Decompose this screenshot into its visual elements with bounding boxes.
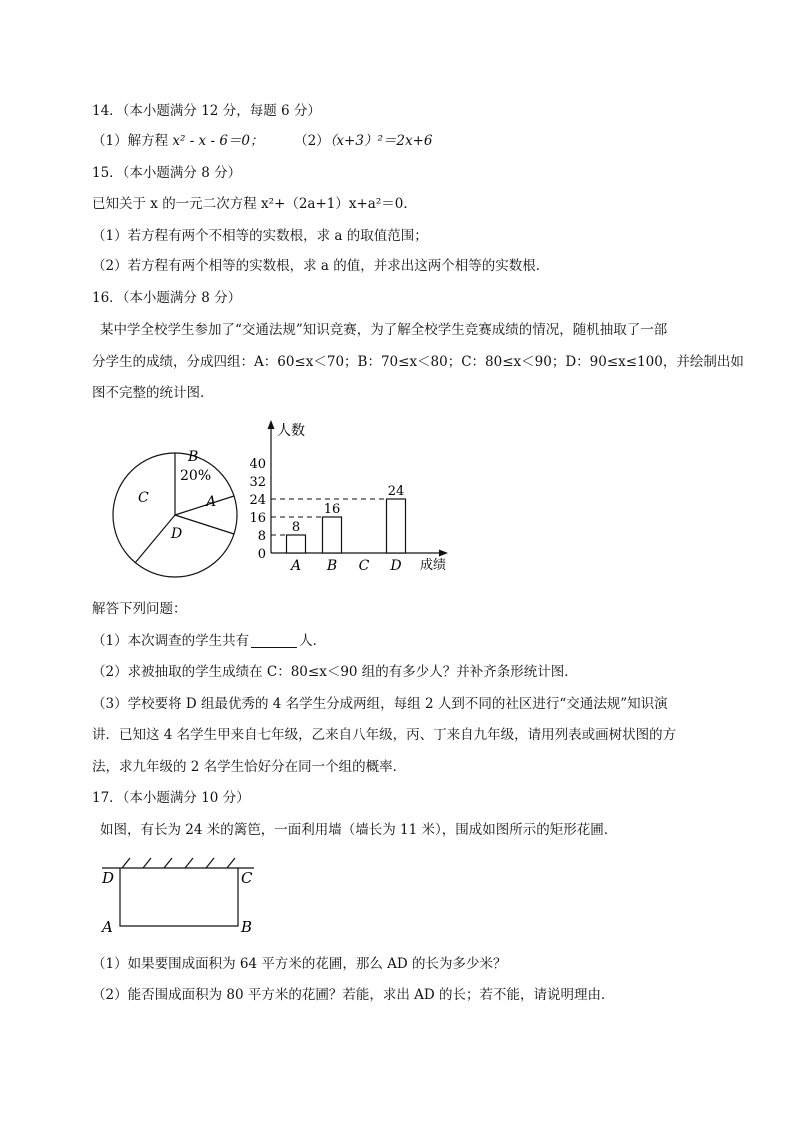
- q17-stem: 如图，有长为 24 米的篱笆，一面利用墙（墙长为 11 米），围成如图所示的矩形花圃．: [100, 822, 618, 838]
- q16-part3-line2: 讲．已知这 4 名学生甲来自七年级，乙来自八年级，丙、丁来自九年级，请用列表或画树状图的方: [92, 727, 677, 743]
- point-a-label: A: [102, 918, 113, 936]
- x-axis-arrow-icon: [439, 550, 448, 557]
- bar: [387, 499, 406, 553]
- q16-part3-line3: 法，求九年级的 2 名学生恰好分在同一个组的概率．: [92, 759, 407, 775]
- q14-p1-prefix: （1）解方程: [92, 133, 173, 149]
- q16-part1: [92, 631, 326, 651]
- q16-answer-intro: 解答下列问题：: [92, 601, 187, 617]
- bar-value-label: 16: [323, 502, 341, 517]
- pie-divider-a-d: [175, 515, 234, 534]
- x-category-label: C: [358, 558, 370, 574]
- q16-header: 16．（本小题满分 8 分）: [92, 290, 242, 306]
- q14-p1-equation: x² - x - 6＝0；: [172, 133, 264, 149]
- bar-value-label: 24: [387, 484, 405, 499]
- q15-part2: （2）若方程有两个相等的实数根，求 a 的值，并求出这两个相等的实数根．: [92, 258, 550, 274]
- y-axis-arrow-icon: [268, 420, 275, 429]
- q14-parts: [92, 131, 432, 151]
- answer-blank[interactable]: [251, 633, 297, 648]
- q15-stem: 已知关于 x 的一元二次方程 x²+（2a+1）x+a²＝0．: [92, 196, 417, 212]
- q16-part1-unit: 人．: [299, 633, 327, 649]
- q15-part1: （1）若方程有两个不相等的实数根，求 a 的取值范围；: [92, 228, 428, 244]
- bar-y-axis-title: 人数: [277, 423, 305, 439]
- q16-part2: （2）求被抽取的学生成绩在 C：80≤x＜90 组的有多少人？并补齐条形统计图．: [92, 664, 578, 680]
- y-tick-label: 32: [249, 475, 266, 490]
- bar: [323, 517, 342, 553]
- y-tick-label: 40: [249, 457, 266, 472]
- q16-part3-line1: （3）学校要将 D 组最优秀的 4 名学生分成两组，每组 2 人到不同的社区进行“交通法规”知识演: [92, 696, 668, 712]
- point-c-label: C: [241, 869, 253, 887]
- pie-chart: [100, 440, 250, 590]
- point-d-label: D: [102, 869, 115, 887]
- pie-label-b: B: [188, 449, 199, 465]
- y-tick-label: 16: [249, 511, 266, 526]
- pie-label-c: C: [138, 490, 149, 506]
- q16-stem-line3: 图不完整的统计图．: [92, 385, 214, 401]
- y-tick-label: 24: [249, 493, 266, 508]
- q17-part1: （1）如果要围成面积为 64 平方米的花圃，那么 AD 的长为多少米？: [92, 956, 507, 972]
- q16-part1-text: （1）本次调查的学生共有: [92, 633, 250, 649]
- bar-series: [287, 499, 406, 553]
- q17-part2: （2）能否围成面积为 80 平方米的花圃？若能，求出 AD 的长；若不能，请说明理由．: [92, 987, 615, 1003]
- pie-divider-d-c: [135, 515, 175, 563]
- wall-hatch-icon: [122, 858, 235, 868]
- x-category-label: B: [326, 558, 338, 574]
- q14-p2-equation: （x+3）²＝2x+6: [329, 133, 433, 149]
- x-category-label: A: [290, 558, 302, 574]
- q15-header: 15．（本小题满分 8 分）: [92, 165, 242, 181]
- y-tick-label: 0: [257, 547, 266, 562]
- q17-header: 17．（本小题满分 10 分）: [92, 790, 250, 806]
- y-tick-label: 8: [257, 529, 266, 544]
- fence-rectangle: [120, 868, 238, 926]
- pie-label-a: A: [206, 494, 217, 510]
- pie-label-d: D: [171, 526, 183, 542]
- q14-header: 14．（本小题满分 12 分，每题 6 分）: [92, 103, 321, 119]
- garden-figure: [98, 852, 268, 938]
- q16-stem-line2: 分学生的成绩，分成四组：A：60≤x＜70；B：70≤x＜80；C：80≤x＜90；D：90≤x≤100，并绘制出如: [92, 354, 744, 370]
- pie-divider-b-a: [175, 496, 234, 515]
- q14-p2-prefix: （2）: [294, 133, 330, 149]
- bar: [287, 535, 306, 553]
- bar-chart: [248, 416, 458, 576]
- bar-x-axis-title: 成绩: [420, 558, 447, 573]
- bar-category-labels: [289, 558, 402, 574]
- bar-value-label: 8: [291, 520, 301, 535]
- point-b-label: B: [241, 918, 253, 936]
- bar-y-ticks: [249, 457, 266, 562]
- pie-percent-b: 20%: [180, 468, 212, 484]
- q16-stem-line1: 某中学全校学生参加了“交通法规”知识竞赛，为了解全校学生竞赛成绩的情况，随机抽取了一部: [100, 322, 668, 338]
- x-category-label: D: [390, 558, 402, 574]
